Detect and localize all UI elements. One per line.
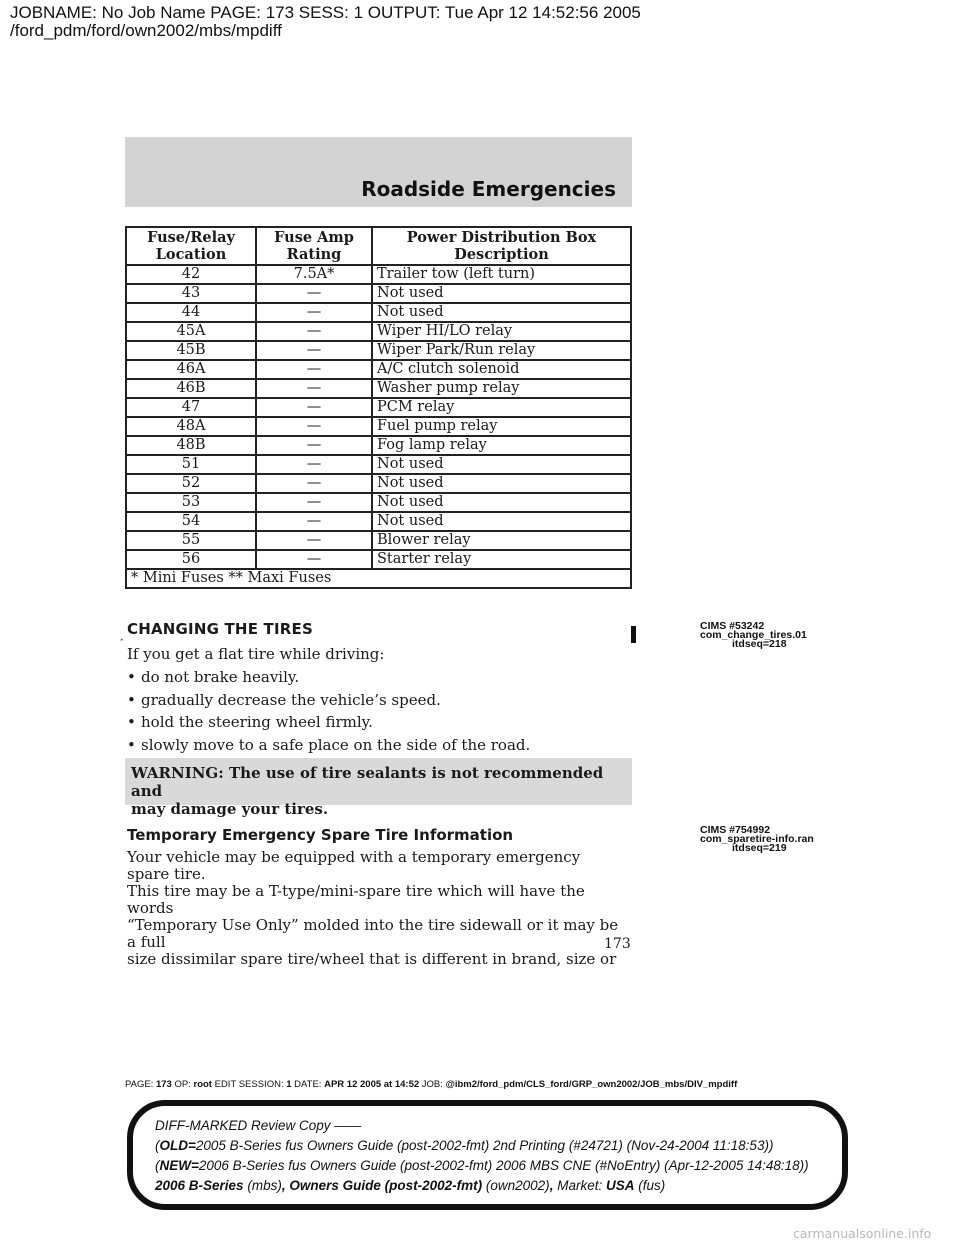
section-title: Roadside Emergencies (361, 177, 616, 201)
cell-description: Washer pump relay (372, 379, 631, 398)
diff-model: 2006 B-Series (155, 1178, 244, 1193)
cell-location: 42 (126, 265, 256, 284)
cell-description: Wiper Park/Run relay (372, 341, 631, 360)
cell-location: 51 (126, 455, 256, 474)
diff-meta-line: 2006 B-Series (mbs), Owners Guide (post-2002-fmt) (own2002), Market: USA (fus) (155, 1178, 666, 1193)
footer-value: 1 (286, 1079, 292, 1090)
cell-location: 43 (126, 284, 256, 303)
paragraph-line: “Temporary Use Only” molded into the tire sidewall or it may be a full (127, 916, 619, 951)
table-row (126, 417, 631, 436)
diff-new-line: (NEW=2006 B-Series fus Owners Guide (post-2002-fmt) 2006 MBS CNE (#NoEntry) (Apr-12-2005 14:48:18)) (155, 1158, 809, 1173)
cell-amp-rating: — (256, 303, 372, 322)
table-row (126, 322, 631, 341)
cell-amp-rating: — (256, 341, 372, 360)
cims-seq: itdseq=218 (732, 638, 787, 650)
table-row (126, 265, 631, 284)
table-row (126, 360, 631, 379)
list-item-text: slowly move to a safe place on the side of the road. (141, 736, 531, 754)
warning-box (125, 758, 632, 818)
cell-amp-rating: — (256, 379, 372, 398)
footer-metadata (125, 1079, 737, 1090)
cell-location: 48B (126, 436, 256, 455)
table-row (126, 493, 631, 512)
diff-guide: Owners Guide (post-2002-fmt) (289, 1178, 483, 1193)
cell-location: 56 (126, 550, 256, 569)
cell-amp-rating: — (256, 455, 372, 474)
bullet-icon: • (127, 691, 136, 709)
cell-description: Not used (372, 284, 631, 303)
cell-description: Wiper HI/LO relay (372, 322, 631, 341)
header-description: Power Distribution Box Description (372, 227, 631, 265)
cell-location: 46A (126, 360, 256, 379)
page-number: 173 (604, 936, 631, 952)
diff-new-label: NEW= (159, 1158, 199, 1173)
list-item (127, 736, 530, 754)
list-item (127, 691, 441, 709)
list-item-text: gradually decrease the vehicle’s speed. (141, 691, 441, 709)
cell-description: Fuel pump relay (372, 417, 631, 436)
cell-location: 48A (126, 417, 256, 436)
paragraph-line: size dissimilar spare tire/wheel that is different in brand, size or (127, 950, 617, 968)
watermark: carmanualsonline.info (793, 1226, 932, 1241)
cell-description: Not used (372, 474, 631, 493)
diff-market-code: (fus) (638, 1178, 666, 1193)
cell-amp-rating: — (256, 474, 372, 493)
paragraph-line: This tire may be a T-type/mini-spare tire which will have the words (127, 882, 585, 917)
table-row (126, 531, 631, 550)
cims-tag (700, 622, 807, 649)
diff-market-label: Market: (557, 1178, 603, 1193)
cell-location: 46B (126, 379, 256, 398)
cell-amp-rating: — (256, 493, 372, 512)
header-amp-rating: Fuse Amp Rating (256, 227, 372, 265)
table-footnote-row (126, 569, 631, 588)
table-row (126, 398, 631, 417)
table-row (126, 550, 631, 569)
cell-amp-rating: — (256, 531, 372, 550)
cell-description: Blower relay (372, 531, 631, 550)
cims-file: com_sparetire-info.ran (700, 833, 814, 845)
diff-old-line: (OLD=2005 B-Series fus Owners Guide (post-2002-fmt) 2nd Printing (#24721) (Nov-24-2004 11:18:53)) (155, 1138, 774, 1153)
cell-location: 55 (126, 531, 256, 550)
warning-line: WARNING: The use of tire sealants is not recommended and (131, 764, 604, 800)
diff-new-value: 2006 B-Series fus Owners Guide (post-2002-fmt) 2006 MBS CNE (#NoEntry) (Apr-12-2005 14:48:18)) (198, 1158, 809, 1173)
cims-file: com_change_tires.01 (700, 629, 807, 641)
fuse-table (125, 226, 632, 589)
cims-id: CIMS #754992 (700, 824, 771, 836)
cell-amp-rating: 7.5A* (256, 265, 372, 284)
cell-amp-rating: — (256, 512, 372, 531)
footer-value: 173 (155, 1079, 172, 1090)
bullet-icon: • (127, 668, 136, 686)
warning-text (131, 764, 621, 818)
footer-value: root (193, 1079, 212, 1090)
warning-line: may damage your tires. (131, 800, 329, 818)
cell-amp-rating: — (256, 417, 372, 436)
footer-label: OP: (174, 1079, 191, 1090)
cell-amp-rating: — (256, 284, 372, 303)
diff-guide-code: (own2002) (485, 1178, 550, 1193)
diff-market: USA (605, 1178, 635, 1193)
diff-model-code: (mbs) (247, 1178, 282, 1193)
changing-tires-heading: CHANGING THE TIRES (127, 620, 313, 638)
list-item-text: hold the steering wheel firmly. (141, 713, 373, 731)
footer-label: JOB: (421, 1079, 443, 1090)
bullet-icon: • (127, 713, 136, 731)
cims-id: CIMS #53242 (700, 620, 765, 632)
table-row (126, 303, 631, 322)
list-item-text: do not brake heavily. (141, 668, 300, 686)
cell-description: Not used (372, 303, 631, 322)
cell-amp-rating: — (256, 360, 372, 379)
cell-description: Trailer tow (left turn) (372, 265, 631, 284)
cell-location: 53 (126, 493, 256, 512)
diff-old-label: OLD= (159, 1138, 196, 1153)
cell-location: 45A (126, 322, 256, 341)
table-row (126, 474, 631, 493)
cell-amp-rating: — (256, 436, 372, 455)
diff-text (155, 1116, 809, 1196)
table-row (126, 436, 631, 455)
spare-tire-paragraph (127, 849, 627, 968)
footer-value: APR 12 2005 at 14:52 (324, 1079, 420, 1090)
list-item (127, 668, 299, 686)
table-header-row (126, 227, 631, 265)
footer-label: DATE: (294, 1079, 322, 1090)
cell-description: A/C clutch solenoid (372, 360, 631, 379)
header-location: Fuse/Relay Location (126, 227, 256, 265)
table-row (126, 379, 631, 398)
paragraph-line: Your vehicle may be equipped with a temporary emergency spare tire. (127, 848, 581, 883)
cell-location: 52 (126, 474, 256, 493)
job-header-line: JOBNAME: No Job Name PAGE: 173 SESS: 1 OUTPUT: Tue Apr 12 14:52:56 2005 (10, 3, 641, 22)
changing-intro: If you get a flat tire while driving: (127, 645, 385, 663)
table-row (126, 512, 631, 531)
diff-old-value: 2005 B-Series fus Owners Guide (post-2002-fmt) 2nd Printing (#24721) (Nov-24-2004 11:18:53)) (195, 1138, 774, 1153)
spare-tire-heading: Temporary Emergency Spare Tire Information (127, 826, 514, 844)
cims-tag (700, 826, 814, 853)
cell-amp-rating: — (256, 398, 372, 417)
cell-description: Not used (372, 493, 631, 512)
job-path-line: /ford_pdm/ford/own2002/mbs/mpdiff (10, 21, 282, 40)
section-header-band (125, 137, 632, 207)
change-bar (631, 626, 636, 643)
table-row (126, 455, 631, 474)
diff-title: DIFF-MARKED Review Copy —— (155, 1118, 362, 1133)
diff-review-box (127, 1100, 848, 1210)
bullet-icon: • (127, 736, 136, 754)
table-row (126, 341, 631, 360)
cims-seq: itdseq=219 (732, 842, 787, 854)
cell-description: Not used (372, 512, 631, 531)
cell-description: Not used (372, 455, 631, 474)
table-footnote: * Mini Fuses ** Maxi Fuses (126, 569, 631, 588)
footer-label: PAGE: (125, 1079, 154, 1090)
cell-description: Fog lamp relay (372, 436, 631, 455)
cell-amp-rating: — (256, 550, 372, 569)
cell-location: 54 (126, 512, 256, 531)
change-mark-caret: ‸ (120, 630, 124, 641)
list-item (127, 713, 373, 731)
cell-description: Starter relay (372, 550, 631, 569)
table-row (126, 284, 631, 303)
footer-label: EDIT SESSION: (214, 1079, 284, 1090)
cell-location: 45B (126, 341, 256, 360)
cell-location: 44 (126, 303, 256, 322)
footer-value: @ibm2/ford_pdm/CLS_ford/GRP_own2002/JOB_mbs/DIV_mpdiff (445, 1079, 738, 1090)
cell-description: PCM relay (372, 398, 631, 417)
cell-amp-rating: — (256, 322, 372, 341)
cell-location: 47 (126, 398, 256, 417)
